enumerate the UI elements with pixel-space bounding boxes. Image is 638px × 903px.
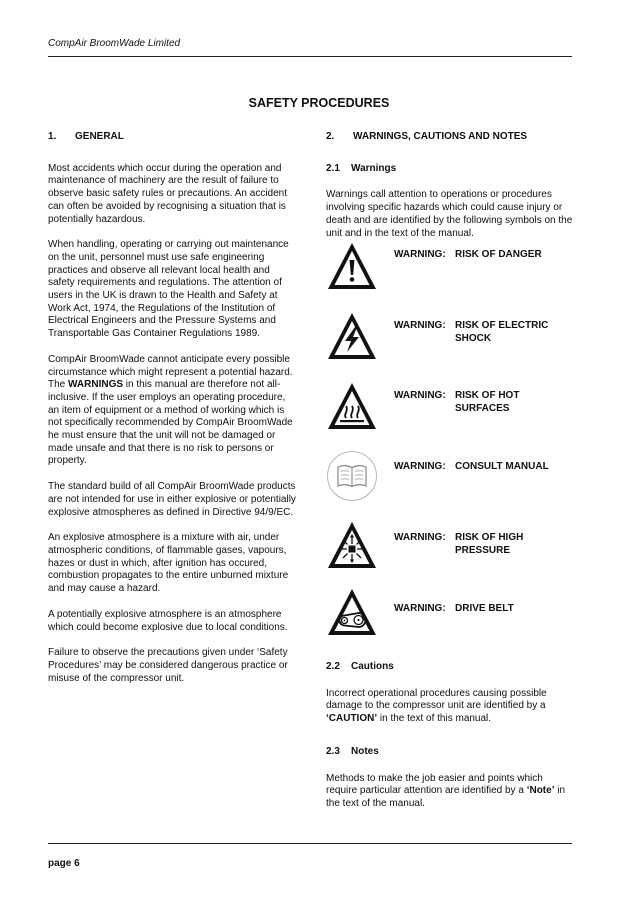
exclamation-warning-icon [326, 240, 378, 292]
text-run: in the text of the manual. [326, 785, 566, 809]
subsection-heading-notes [326, 746, 576, 759]
warning-text: RISK OF HOT [455, 390, 520, 401]
section-heading-warnings [326, 131, 576, 144]
text-run: Incorrect operational procedures causing possible damage to the compressor unit are identified by a [326, 687, 547, 712]
section-number: 1. [48, 131, 57, 142]
paragraph [48, 354, 296, 468]
emphasis-note: ‘Note’ [526, 785, 555, 797]
footer-rule [48, 843, 572, 844]
warning-text-line2: PRESSURE [455, 544, 511, 556]
warning-label [394, 390, 519, 415]
text-run: CompAir BroomWade cannot anticipate every possible circumstance which might represent a potential hazard. The [48, 353, 293, 391]
warning-keyword: WARNING: [394, 320, 446, 331]
paragraph: The standard build of all CompAir BroomWade products are not intended for use in either explosive or potentially explosive atmospheres as defined in Directive 94/9/EC. [48, 481, 296, 518]
subsection-number: 2.2 [326, 661, 340, 672]
paragraph: Most accidents which occur during the operation and maintenance of machinery are the result of failure to observe basic safety rules or precautions. An accident can often be avoided by recognising a situation that is potentially hazardous. [48, 162, 288, 225]
warning-keyword: WARNING: [394, 532, 446, 543]
text-run: in this manual are therefore not all-inclusive. If the user employs an operating procedure, an item of equipment or a method of working which is not specifically recommended by CompAir BroomWade he must ensure that the unit will not be damaged or made unsafe and that there is no risk to persons or property. [48, 379, 293, 467]
running-header: CompAir BroomWade Limited [48, 38, 181, 49]
section-heading-general [48, 131, 296, 144]
drive-belt-icon [326, 586, 378, 638]
high-pressure-icon [326, 519, 378, 571]
warning-keyword: WARNING: [394, 249, 446, 260]
paragraph: Failure to observe the precautions given under ‘Safety Procedures’ may be considered dangerous practice or misuse of the compressor unit. [48, 647, 288, 684]
warning-text-line2: SHOCK [455, 332, 492, 344]
electric-shock-icon [326, 310, 378, 362]
subsection-number: 2.1 [326, 162, 340, 174]
right-column-lower [326, 661, 576, 824]
page-number: page 6 [48, 858, 80, 869]
warning-text: CONSULT MANUAL [455, 461, 549, 472]
warning-keyword: WARNING: [394, 603, 446, 614]
subsection-label: Cautions [351, 661, 394, 672]
warning-keyword: WARNING: [394, 461, 446, 472]
right-column [326, 131, 576, 253]
left-column [48, 131, 296, 698]
warning-label [394, 532, 523, 557]
consult-manual-icon [326, 450, 378, 502]
section-label: WARNINGS, CAUTIONS AND NOTES [353, 131, 528, 142]
warning-text: RISK OF ELECTRIC [455, 320, 549, 331]
paragraph: A potentially explosive atmosphere is an atmosphere which could become explosive due to local conditions. [48, 608, 288, 633]
text-run: in the text of this manual. [377, 713, 492, 725]
page-title: SAFETY PROCEDURES [248, 96, 390, 110]
warning-label [394, 603, 514, 616]
section-number: 2. [326, 131, 335, 142]
warning-text-line2: SURFACES [455, 402, 510, 414]
emphasis-warnings: WARNINGS [68, 379, 124, 391]
warning-label [394, 320, 548, 345]
subsection-label: Warnings [351, 162, 397, 174]
paragraph: Warnings call attention to operations or procedures involving specific hazards which could cause injury or death and are identified by the following symbols on the unit and in the text of the manual. [326, 189, 573, 239]
paragraph: An explosive atmosphere is a mixture with air, under atmospheric conditions, of flammable gases, vapours, hazes or dust in which, after ignition has occured, combustion propagates to the entire unburned mixture and may cause a hazard. [48, 532, 289, 595]
paragraph [326, 773, 576, 811]
paragraph: When handling, operating or carrying out maintenance on the unit, personnel must use safe engineering practices and observe all relevant local health and safety requirements and regulations. The attention of users in the UK is drawn to the Health and Safety at Work Act, 1974, the Regulations of the Institution of Electrical Engineers and the Pressure Systems and Transportable Gas Container Regulations 1989. [48, 239, 289, 340]
section-label: GENERAL [75, 131, 124, 142]
warning-label [394, 461, 549, 474]
subsection-number: 2.3 [326, 745, 340, 757]
text-run: Methods to make the job easier and points which require particular attention are identified by a [326, 772, 543, 797]
warning-text: RISK OF HIGH [455, 532, 524, 543]
subsection-heading-cautions [326, 661, 576, 674]
warning-text: DRIVE BELT [455, 603, 514, 614]
warning-keyword: WARNING: [394, 390, 446, 401]
hot-surface-icon [326, 380, 378, 432]
warning-label [394, 249, 542, 262]
warning-text: RISK OF DANGER [455, 249, 542, 260]
emphasis-caution: ‘CAUTION’ [326, 713, 378, 725]
paragraph [326, 688, 576, 726]
subsection-heading-warnings [326, 163, 576, 176]
subsection-label: Notes [351, 745, 379, 757]
header-rule [48, 56, 572, 57]
